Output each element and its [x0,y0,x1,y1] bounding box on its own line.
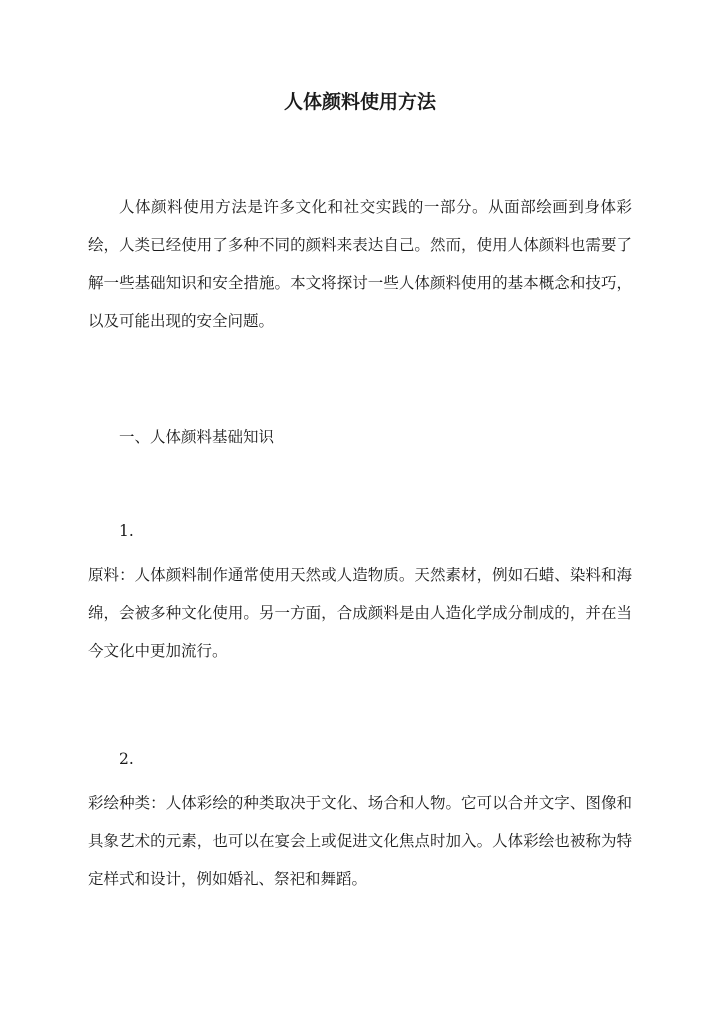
list-item-text: 原料：人体颜料制作通常使用天然或人造物质。天然素材，例如石蜡、染料和海绵，会被多种文化使用。另一方面，合成颜料是由人造化学成分制成的，并在当今文化中更加流行。 [88,566,632,660]
section-heading: 一、人体颜料基础知识 [119,428,275,446]
list-item-number: 1. [119,522,134,540]
document-title: 人体颜料使用方法 [283,91,436,113]
list-item-number: 2. [119,750,134,768]
list-item-text: 彩绘种类：人体彩绘的种类取决于文化、场合和人物。它可以合并文字、图像和具象艺术的元素，也可以在宴会上或促进文化焦点时加入。人体彩绘也被称为特定样式和设计，例如婚礼、祭祀和舞蹈。 [88,794,632,888]
intro-paragraph: 人体颜料使用方法是许多文化和社交实践的一部分。从面部绘画到身体彩绘，人类已经使用了多种不同的颜料来表达自己。然而，使用人体颜料也需要了解一些基础知识和安全措施。本文将探讨一些人体颜料使用的基本概念和技巧，以及可能出现的安全问题。 [88,198,632,330]
